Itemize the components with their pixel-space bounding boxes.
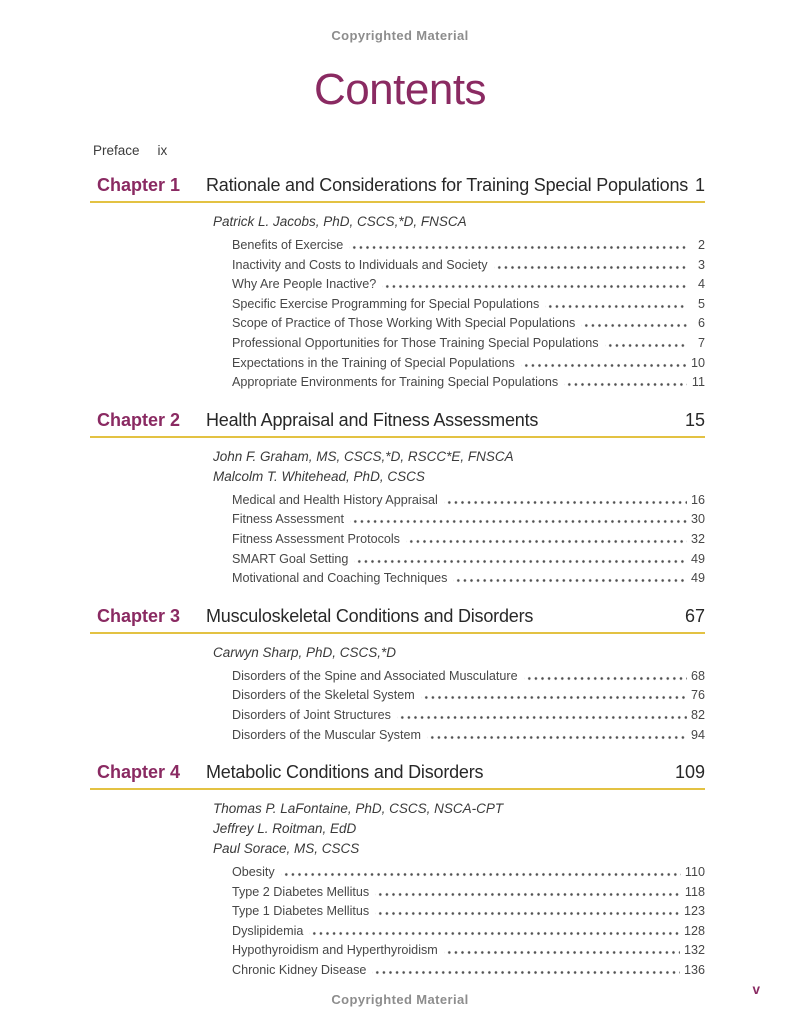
toc-entry [232,941,705,961]
dot-leader [281,863,681,883]
folio-page-number: v [752,982,760,997]
table-of-contents [90,175,705,981]
dot-leader [427,726,687,746]
author-line: Carwyn Sharp, PhD, CSCS,*D [213,644,397,660]
toc-entry-page: 128 [683,923,705,938]
toc-entry-page: 110 [684,865,705,880]
dot-leader [397,706,687,726]
dot-leader [421,686,687,706]
toc-entry-title: Chronic Kidney Disease [232,963,367,978]
dot-leader [545,295,687,315]
toc-entry-page: 68 [690,668,705,683]
dot-leader [444,491,687,511]
toc-entry [232,491,705,511]
toc-entry [232,236,705,256]
dot-leader [564,373,687,393]
toc-entry [232,922,705,942]
toc-entry-page: 118 [684,884,705,899]
toc-entry-title: Expectations in the Training of Special Populations [232,355,515,370]
toc-entry-title: Benefits of Exercise [232,238,344,252]
toc-entry-page: 49 [690,571,705,586]
preface-label: Preface [93,143,140,158]
toc-entry-page: 16 [690,492,705,507]
toc-entry-page: 76 [690,688,705,703]
chapter-label: Chapter 2 [97,409,181,430]
chapter-heading [90,762,705,790]
toc-entry-title: Hypothyroidism and Hyperthyroidism [232,943,438,958]
chapter-block-2 [90,410,705,589]
toc-entry-page: 32 [690,531,705,546]
chapter-label: Chapter 4 [97,762,181,783]
dot-leader [605,334,687,354]
chapter-sections [232,236,705,393]
chapter-authors [213,643,705,663]
dot-leader [354,550,687,570]
chapter-heading [90,175,705,203]
chapter-block-3 [90,606,705,745]
toc-entry [232,726,705,746]
copyright-watermark-top: Copyrighted Material [331,28,469,43]
author-line: Malcolm T. Whitehead, PhD, CSCS [213,468,425,484]
toc-entry-title: Scope of Practice of Those Working With Special Populations [232,316,576,331]
toc-entry-title: Dyslipidemia [232,923,304,938]
toc-entry-title: Type 2 Diabetes Mellitus [232,884,370,899]
dot-leader [444,941,680,961]
toc-entry [232,686,705,706]
toc-entry-page: 7 [697,335,705,350]
toc-entry [232,706,705,726]
toc-entry [232,256,705,276]
dot-leader [406,530,687,550]
chapter-heading [90,410,705,438]
toc-entry-page: 4 [697,277,705,292]
toc-entry [232,863,705,883]
toc-entry-title: Disorders of the Skeletal System [232,688,415,703]
toc-entry [232,295,705,315]
chapter-block-4 [90,762,705,981]
toc-entry-page: 30 [690,512,705,527]
chapter-authors [213,212,705,232]
dot-leader [494,256,687,276]
toc-entry-title: Disorders of the Spine and Associated Musculature [232,668,518,683]
toc-entry [232,275,705,295]
toc-entry [232,334,705,354]
toc-entry [232,550,705,570]
author-line: Patrick L. Jacobs, PhD, CSCS,*D, FNSCA [213,214,467,229]
toc-entry-page: 6 [697,316,705,331]
toc-entry-title: Professional Opportunities for Those Training Special Populations [232,335,599,350]
toc-entry [232,373,705,393]
toc-entry-page: 123 [683,904,705,919]
author-line: Jeffrey L. Roitman, EdD [213,821,357,837]
dot-leader [382,275,687,295]
toc-entry-title: Disorders of Joint Structures [232,707,391,722]
chapter-title: Rationale and Considerations for Training Special Populations [206,175,689,195]
toc-entry [232,569,705,589]
dot-leader [521,354,687,374]
toc-entry-title: Fitness Assessment Protocols [232,531,400,546]
toc-entry [232,667,705,687]
chapter-block-1 [90,175,705,393]
chapter-title: Metabolic Conditions and Disorders [206,762,484,783]
toc-entry-title: Specific Exercise Programming for Special Populations [232,296,540,311]
chapter-authors [213,447,705,487]
chapter-page-number: 67 [684,605,705,626]
author-line: John F. Graham, MS, CSCS,*D, RSCC*E, FNSCA [213,448,514,464]
toc-entry-title: Motivational and Coaching Techniques [232,571,448,586]
chapter-page-number: 1 [694,175,705,195]
toc-entry-title: Medical and Health History Appraisal [232,492,438,507]
toc-entry [232,354,705,374]
dot-leader [453,569,687,589]
dot-leader [372,961,680,981]
toc-entry-page: 132 [683,943,705,958]
dot-leader [349,236,687,256]
toc-entry [232,314,705,334]
toc-entry-title: Why Are People Inactive? [232,277,377,292]
toc-entry-page: 94 [690,727,705,742]
preface-page-number: ix [157,143,168,158]
chapter-sections [232,667,705,745]
toc-entry-page: 49 [690,551,705,566]
dot-leader [309,922,680,942]
toc-entry-page: 2 [697,238,705,252]
chapter-label: Chapter 1 [97,175,181,195]
author-line: Paul Sorace, MS, CSCS [213,841,360,857]
chapter-authors [213,799,705,859]
toc-entry-page: 10 [690,355,705,370]
toc-entry [232,510,705,530]
toc-entry-title: SMART Goal Setting [232,551,349,566]
toc-entry-page: 82 [690,707,705,722]
toc-entry-title: Fitness Assessment [232,512,344,527]
author-line: Thomas P. LaFontaine, PhD, CSCS, NSCA-CPT [213,801,504,817]
chapter-title: Health Appraisal and Fitness Assessments [206,409,539,430]
chapter-title: Musculoskeletal Conditions and Disorders [206,605,534,626]
toc-entry [232,530,705,550]
toc-entry [232,902,705,922]
chapter-page-number: 109 [674,762,705,783]
chapter-label: Chapter 3 [97,605,181,626]
chapter-page-number: 15 [684,409,705,430]
chapter-sections [232,863,705,981]
copyright-watermark-bottom: Copyrighted Material [331,992,469,1007]
toc-entry-title: Appropriate Environments for Training Special Populations [232,375,559,390]
preface-entry [93,143,800,158]
toc-entry-page: 136 [683,963,705,978]
toc-entry-page: 3 [697,257,705,272]
dot-leader [350,510,687,530]
toc-entry [232,883,705,903]
toc-entry-page: 11 [691,375,705,390]
toc-entry [232,961,705,981]
chapter-sections [232,491,705,589]
page-title: Contents [313,65,487,114]
chapter-heading [90,606,705,634]
toc-entry-title: Obesity [232,865,275,880]
dot-leader [375,883,681,903]
toc-entry-title: Inactivity and Costs to Individuals and Society [232,257,488,272]
toc-entry-title: Disorders of the Muscular System [232,727,421,742]
toc-entry-title: Type 1 Diabetes Mellitus [232,904,370,919]
dot-leader [375,902,680,922]
dot-leader [524,667,687,687]
dot-leader [581,314,687,334]
toc-entry-page: 5 [697,296,705,311]
